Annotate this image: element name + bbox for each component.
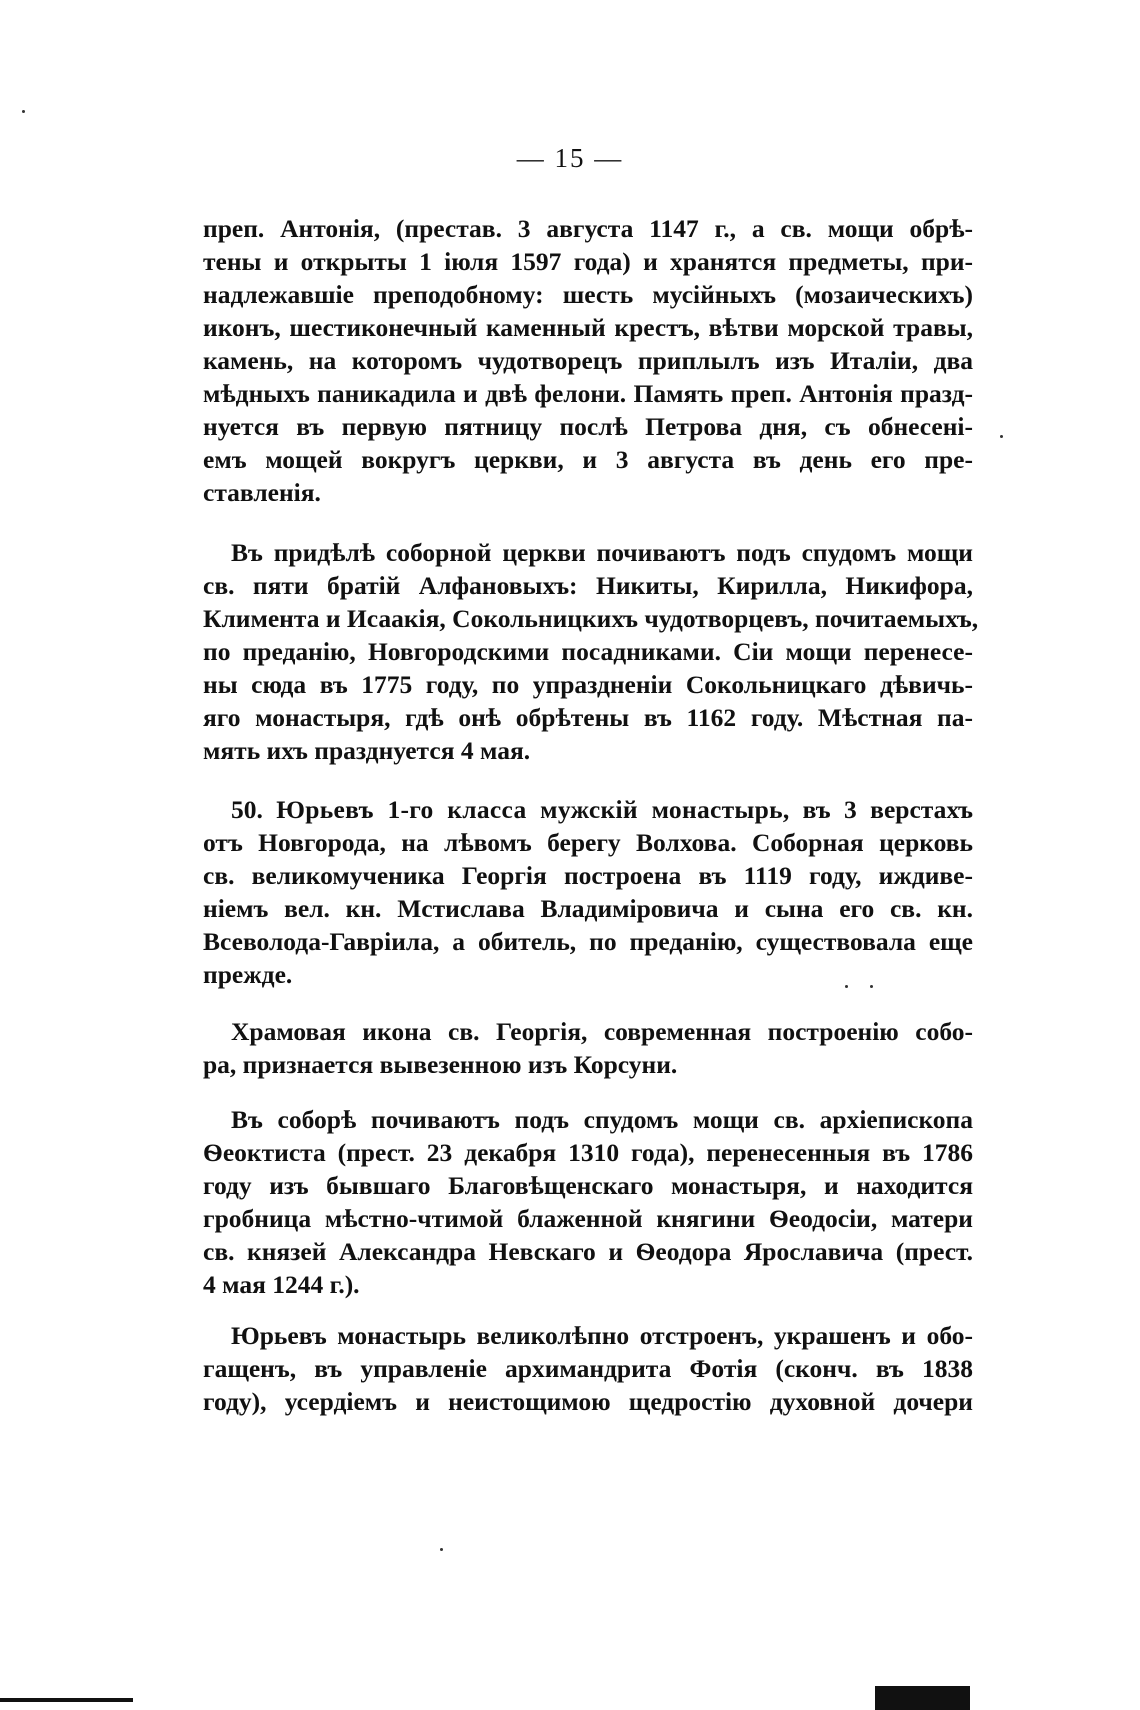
- text-line: мять ихъ празднуется 4 мая.: [203, 736, 531, 765]
- text-line: прежде.: [203, 960, 293, 989]
- text-line: Юрьевъ монастырь великолѣпно отстроенъ, украшенъ и обо-: [231, 1321, 973, 1350]
- text-line: Ѳеоктиста (прест. 23 декабря 1310 года), перенесенныя въ 1786: [203, 1138, 973, 1167]
- text-line: ніемъ вел. кн. Мстислава Владиміровича и сына его св. кн.: [203, 894, 973, 923]
- text-line: иконъ, шестиконечный каменный крестъ, вѣтви морской травы,: [203, 313, 973, 342]
- paragraph-text: [203, 793, 973, 991]
- scan-speck: [22, 110, 25, 113]
- entry-heading-line: [203, 793, 973, 826]
- entry-title: Юрьевъ 1-го класса мужскій монастырь: [276, 795, 783, 824]
- text-line: св. пяти братій Алфановыхъ: Никиты, Кирилла, Никифора,: [203, 571, 973, 600]
- text-line: ставленія.: [203, 478, 321, 507]
- text-line: тены и открыты 1 іюля 1597 года) и хранятся предметы, при-: [203, 247, 973, 276]
- text-line: надлежавшіе преподобному: шесть мусійныхъ (мозаическихъ): [203, 280, 973, 309]
- text-line: емъ мощей вокругъ церкви, и 3 августа въ день его пре-: [203, 445, 973, 474]
- paragraph-text: [203, 1015, 973, 1081]
- text-line: ра, признается вывезенною изъ Корсуни.: [203, 1050, 678, 1079]
- text-line: св. князей Александра Невскаго и Ѳеодора Ярославича (прест.: [203, 1237, 973, 1266]
- text-line: нуется въ первую пятницу послѣ Петрова дня, съ обнесені-: [203, 412, 973, 441]
- entry-number: 50.: [231, 795, 263, 824]
- text-line: ны сюда въ 1775 году, по упраздненіи Сокольницкаго дѣвичь-: [203, 670, 973, 699]
- text-line: гащенъ, въ управленіе архимандрита Фотія (сконч. въ 1838: [203, 1354, 973, 1383]
- paragraph-text: [203, 1319, 973, 1418]
- text-line: 4 мая 1244 г.).: [203, 1270, 360, 1299]
- text-line: Всеволода-Гавріила, а обитель, по преданію, существовала еще: [203, 927, 973, 956]
- text-line: Въ соборѣ почиваютъ подъ спудомъ мощи св. архіепископа: [231, 1105, 973, 1134]
- paragraph-text: [203, 536, 979, 767]
- text-line: мѣдныхъ паникадила и двѣ фелони. Память преп. Антонія празд-: [203, 379, 973, 408]
- text-line: Храмовая икона св. Георгія, современная построенію собо-: [231, 1017, 973, 1046]
- text-line: Въ придѣлѣ соборной церкви почиваютъ подъ спудомъ мощи: [231, 538, 973, 567]
- text-line: году), усердіемъ и неистощимою щедростію духовной дочери: [203, 1387, 973, 1416]
- paragraph-text: [203, 212, 973, 509]
- paragraph-2: [203, 536, 979, 767]
- scan-speck: [845, 985, 848, 988]
- text-line: гробница мѣстно-чтимой блаженной княгини Ѳеодосіи, матери: [203, 1204, 973, 1233]
- scan-edge-bar: [0, 1698, 133, 1702]
- text-line: св. великомученика Георгія построена въ 1119 году, иждиве-: [203, 861, 973, 890]
- page-number: — 15 —: [516, 143, 624, 173]
- text-line: преп. Антонія, (престав. 3 августа 1147 г., а св. мощи обрѣ-: [203, 214, 973, 243]
- text-line: по преданію, Новгородскими посадниками. Сіи мощи перенесе-: [203, 637, 973, 666]
- paragraph-5: [203, 1103, 973, 1301]
- text-line: Климента и Исаакія, Сокольницкихъ чудотворцевъ, почитаемыхъ,: [203, 604, 979, 633]
- paragraph-1: [203, 212, 973, 509]
- text-line: отъ Новгорода, на лѣвомъ берегу Волхова. Соборная церковь: [203, 828, 973, 857]
- entry-50: [203, 793, 973, 991]
- entry-heading-rest: , въ 3 верстахъ: [782, 795, 974, 824]
- paragraph-text: [203, 1103, 973, 1301]
- paragraph-6: [203, 1319, 973, 1418]
- scan-speck: [440, 1548, 443, 1551]
- text-line: камень, на которомъ чудотворецъ приплылъ изъ Италіи, два: [203, 346, 973, 375]
- scan-edge-block: [875, 1686, 970, 1710]
- scan-speck: [870, 985, 873, 988]
- paragraph-4: [203, 1015, 973, 1081]
- text-line: году изъ бывшаго Благовѣщенскаго монастыря, и находится: [203, 1171, 973, 1200]
- scan-speck: [1000, 435, 1003, 438]
- text-line: яго монастыря, гдѣ онѣ обрѣтены въ 1162 году. Мѣстная па-: [203, 703, 973, 732]
